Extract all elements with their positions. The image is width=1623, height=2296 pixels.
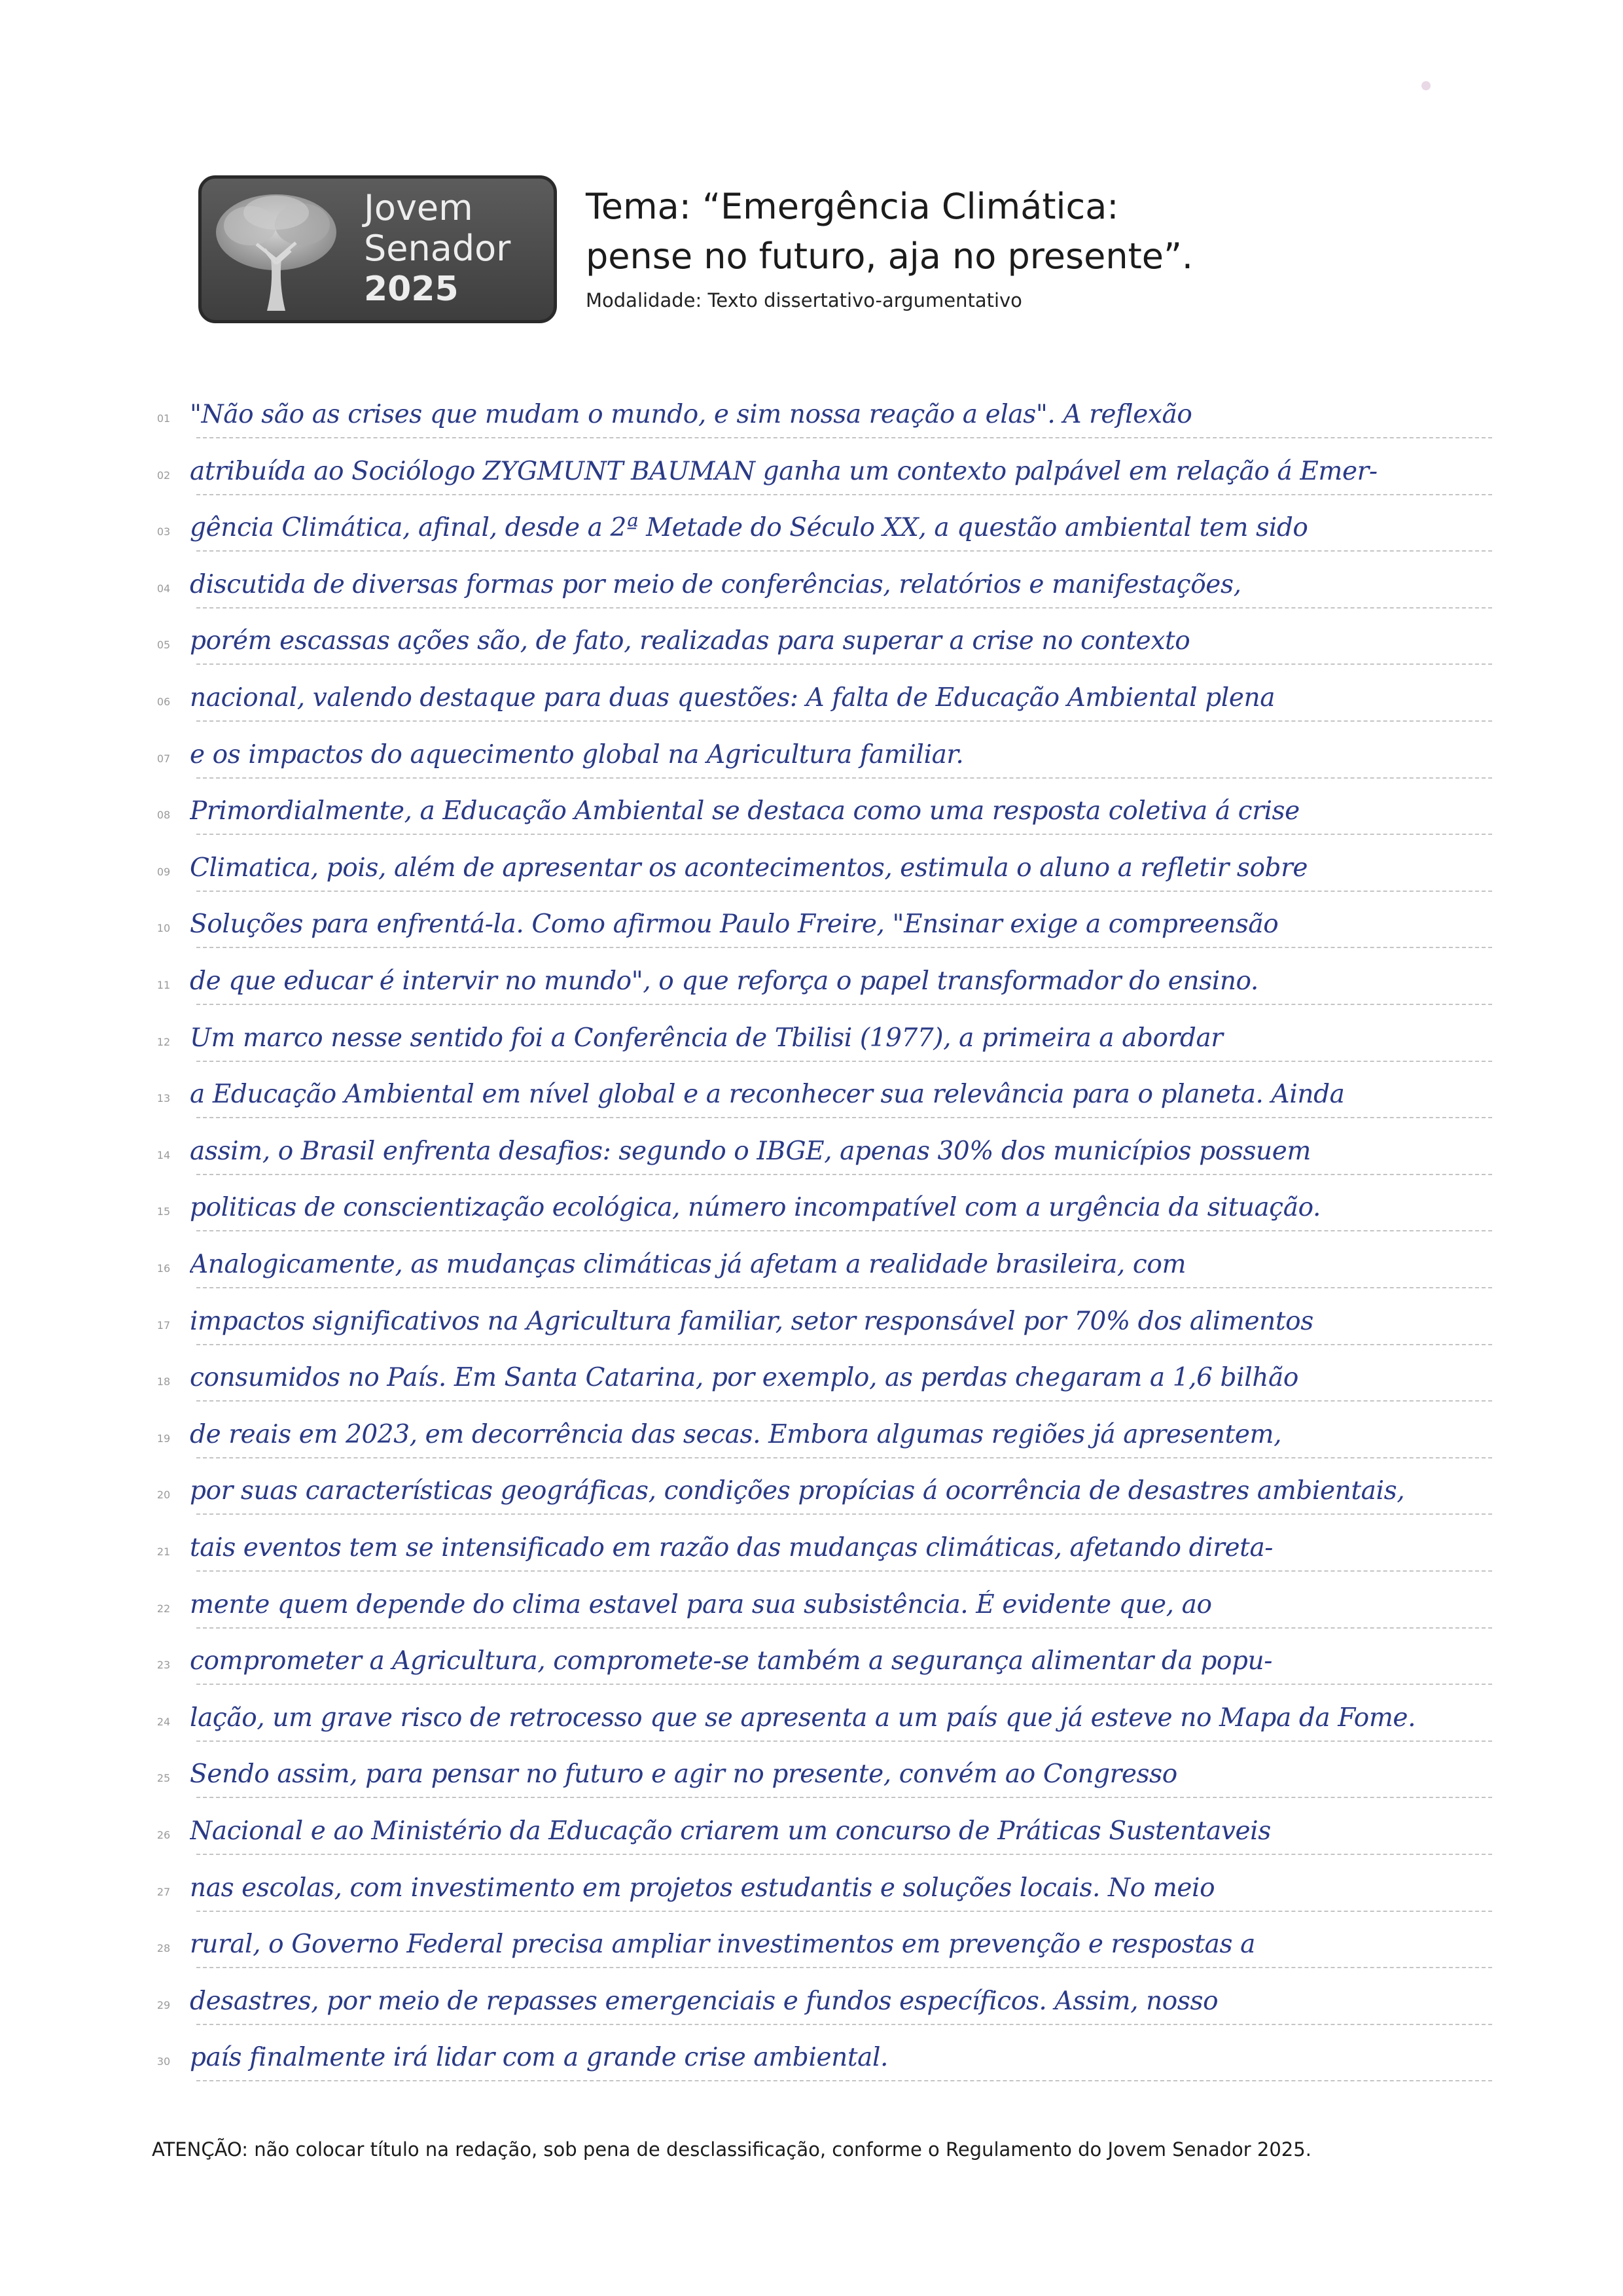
essay-line [151, 1347, 1492, 1404]
ruled-line [196, 1230, 1492, 1231]
essay-line [151, 554, 1492, 611]
essay-line [151, 1120, 1492, 1178]
handwritten-text: impactos significativos na Agricultura familiar, setor responsável por 70% dos alimentos [190, 1306, 1313, 1336]
ruled-line [196, 2024, 1492, 2025]
jovem-senador-logo [198, 175, 557, 323]
ruled-line [196, 494, 1492, 495]
essay-line [151, 1007, 1492, 1065]
essay-line [151, 610, 1492, 667]
essay-line [151, 1233, 1492, 1291]
line-number: 15 [156, 1205, 171, 1218]
handwritten-text: discutida de diversas formas por meio de conferências, relatórios e manifestações, [190, 569, 1241, 599]
logo-line-jovem: Jovem [364, 187, 473, 228]
line-number: 10 [156, 922, 171, 935]
handwritten-text: Sendo assim, para pensar no futuro e agir no presente, convém ao Congresso [190, 1759, 1177, 1790]
footer-notice: ATENÇÃO: não colocar título na redação, sob pena de desclassificação, conforme o Regulamento do Jovem Senador 2025. [152, 2138, 1311, 2161]
line-number: 27 [156, 1885, 171, 1898]
handwritten-text: Analogicamente, as mudanças climáticas já afetam a realidade brasileira, com [190, 1250, 1186, 1279]
handwritten-text: Nacional e ao Ministério da Educação criarem um concurso de Práticas Sustentaveis [190, 1816, 1271, 1846]
theme-line-1: Tema: “Emergência Climática: [586, 186, 1119, 227]
theme-line-2: pense no futuro, aja no presente”. [586, 236, 1194, 277]
handwritten-text: lação, um grave risco de retrocesso que se apresenta a um país que já esteve no Mapa da Fome. [190, 1703, 1416, 1733]
logo-text [364, 188, 510, 309]
handwritten-text: Primordialmente, a Educação Ambiental se destaca como uma resposta coletiva á crise [190, 796, 1300, 826]
handwritten-text: mente quem depende do clima estavel para sua subsistência. É evidente que, ao [190, 1589, 1212, 1619]
line-number: 20 [156, 1489, 171, 1502]
essay-line [151, 1630, 1492, 1687]
ruled-line [196, 2080, 1492, 2081]
ruled-line [196, 663, 1492, 665]
handwritten-text: e os impactos do aquecimento global na Agricultura familiar. [190, 739, 964, 769]
modalidade-label: Modalidade: Texto dissertativo-argumentativo [586, 289, 1022, 311]
line-number: 28 [156, 1942, 171, 1955]
handwritten-text: Soluções para enfrentá-la. Como afirmou Paulo Freire, "Ensinar exige a compreensão [190, 910, 1279, 940]
ruled-line [196, 1004, 1492, 1005]
essay-line [151, 1176, 1492, 1234]
line-number: 25 [156, 1772, 171, 1785]
handwritten-text: atribuída ao Sociólogo ZYGMUNT BAUMAN ganha um contexto palpável em relação á Emer- [190, 456, 1378, 486]
essay-line [151, 667, 1492, 724]
ruled-line [196, 891, 1492, 892]
essay-line [151, 1687, 1492, 1744]
essay-line [151, 1290, 1492, 1348]
line-number: 16 [156, 1262, 171, 1275]
logo-line-senador: Senador [364, 228, 511, 269]
line-number: 23 [156, 1659, 171, 1672]
line-number: 30 [156, 2055, 171, 2068]
handwritten-text: Climatica, pois, além de apresentar os acontecimentos, estimula o aluno a refletir sobre [190, 853, 1308, 883]
essay-line [151, 2026, 1492, 2084]
handwritten-text: tais eventos tem se intensificado em razão das mudanças climáticas, afetando direta- [190, 1533, 1274, 1563]
ruled-line [196, 777, 1492, 779]
handwritten-text: Um marco nesse sentido foi a Conferência de Tbilisi (1977), a primeira a abordar [190, 1023, 1223, 1053]
ruled-line [196, 1400, 1492, 1402]
line-number: 22 [156, 1602, 171, 1615]
line-number: 04 [156, 582, 171, 595]
ruled-line [196, 1287, 1492, 1288]
ruled-line [196, 1797, 1492, 1798]
line-number: 13 [156, 1092, 171, 1105]
tree-icon [211, 186, 342, 315]
essay-sheet [151, 383, 1492, 2117]
line-number: 12 [156, 1035, 171, 1048]
ruled-line [196, 1513, 1492, 1515]
handwritten-text: nacional, valendo destaque para duas questões: A falta de Educação Ambiental plena [190, 683, 1275, 713]
essay-line [151, 1574, 1492, 1631]
ruled-line [196, 720, 1492, 722]
essay-line [151, 780, 1492, 838]
ruled-line [196, 437, 1492, 438]
ruled-line [196, 550, 1492, 552]
essay-line [151, 1063, 1492, 1121]
ruled-line [196, 1174, 1492, 1175]
handwritten-text: rural, o Governo Federal precisa ampliar investimentos em prevenção e respostas a [190, 1930, 1255, 1960]
essay-line [151, 440, 1492, 498]
essay-line [151, 1517, 1492, 1574]
ruled-line [196, 1684, 1492, 1685]
ruled-line [196, 947, 1492, 948]
ruled-line [196, 1570, 1492, 1572]
handwritten-text: consumidos no País. Em Santa Catarina, por exemplo, as perdas chegaram a 1,6 bilhão [190, 1363, 1298, 1393]
ruled-line [196, 1740, 1492, 1742]
ruled-line [196, 1457, 1492, 1458]
handwritten-text: nas escolas, com investimento em projetos estudantis e soluções locais. No meio [190, 1873, 1215, 1903]
essay-line [151, 1857, 1492, 1915]
essay-line [151, 1913, 1492, 1971]
corner-mark [1421, 81, 1431, 90]
line-number: 24 [156, 1715, 171, 1728]
ruled-line [196, 1117, 1492, 1118]
line-number: 18 [156, 1375, 171, 1388]
handwritten-text: por suas características geográficas, condições propícias á ocorrência de desastres ambientais, [190, 1476, 1405, 1506]
line-number: 06 [156, 696, 171, 708]
ruled-line [196, 1854, 1492, 1855]
line-number: 17 [156, 1318, 171, 1332]
essay-line [151, 893, 1492, 951]
handwritten-text: comprometer a Agricultura, compromete-se também a segurança alimentar da popu- [190, 1646, 1273, 1676]
handwritten-text: a Educação Ambiental em nível global e a reconhecer sua relevância para o planeta. Ainda [190, 1080, 1345, 1110]
line-number: 03 [156, 525, 171, 539]
handwritten-text: desastres, por meio de repasses emergenciais e fundos específicos. Assim, nosso [190, 1986, 1219, 2016]
line-number: 08 [156, 809, 171, 822]
line-number: 09 [156, 865, 171, 878]
essay-line [151, 724, 1492, 781]
essay-line [151, 950, 1492, 1008]
handwritten-text: politicas de conscientização ecológica, número incompatível com a urgência da situação. [190, 1193, 1321, 1223]
line-number: 02 [156, 468, 171, 482]
handwritten-text: país finalmente irá lidar com a grande crise ambiental. [190, 2043, 889, 2073]
essay-line [151, 1743, 1492, 1801]
essay-line [151, 497, 1492, 554]
handwritten-text: "Não são as crises que mudam o mundo, e sim nossa reação a elas". A reflexão [190, 400, 1192, 429]
essay-line [151, 1404, 1492, 1461]
line-number: 01 [156, 412, 171, 425]
ruled-line [196, 607, 1492, 609]
handwritten-text: assim, o Brasil enfrenta desafios: segundo o IBGE, apenas 30% dos municípios possuem [190, 1136, 1311, 1166]
essay-line [151, 1800, 1492, 1858]
essay-line [151, 1460, 1492, 1517]
handwritten-text: de que educar é intervir no mundo", o que reforça o papel transformador do ensino. [190, 966, 1258, 996]
handwritten-text: gência Climática, afinal, desde a 2ª Metade do Século XX, a questão ambiental tem sido [190, 513, 1308, 543]
theme-title [586, 182, 1193, 281]
essay-line [151, 1970, 1492, 2028]
ruled-line [196, 1627, 1492, 1629]
handwritten-text: porém escassas ações são, de fato, realizadas para superar a crise no contexto [190, 626, 1190, 656]
essay-line [151, 837, 1492, 894]
ruled-line [196, 1911, 1492, 1912]
handwritten-text: de reais em 2023, em decorrência das secas. Embora algumas regiões já apresentem, [190, 1419, 1282, 1449]
line-number: 07 [156, 752, 171, 765]
line-number: 14 [156, 1148, 171, 1161]
ruled-line [196, 1061, 1492, 1062]
logo-year: 2025 [364, 270, 459, 309]
line-number: 05 [156, 639, 171, 652]
line-number: 19 [156, 1432, 171, 1445]
line-number: 29 [156, 1998, 171, 2011]
essay-line [151, 383, 1492, 441]
ruled-line [196, 1967, 1492, 1968]
ruled-line [196, 1344, 1492, 1345]
line-number: 21 [156, 1545, 171, 1558]
ruled-line [196, 834, 1492, 835]
line-number: 26 [156, 1829, 171, 1841]
line-number: 11 [156, 979, 171, 991]
